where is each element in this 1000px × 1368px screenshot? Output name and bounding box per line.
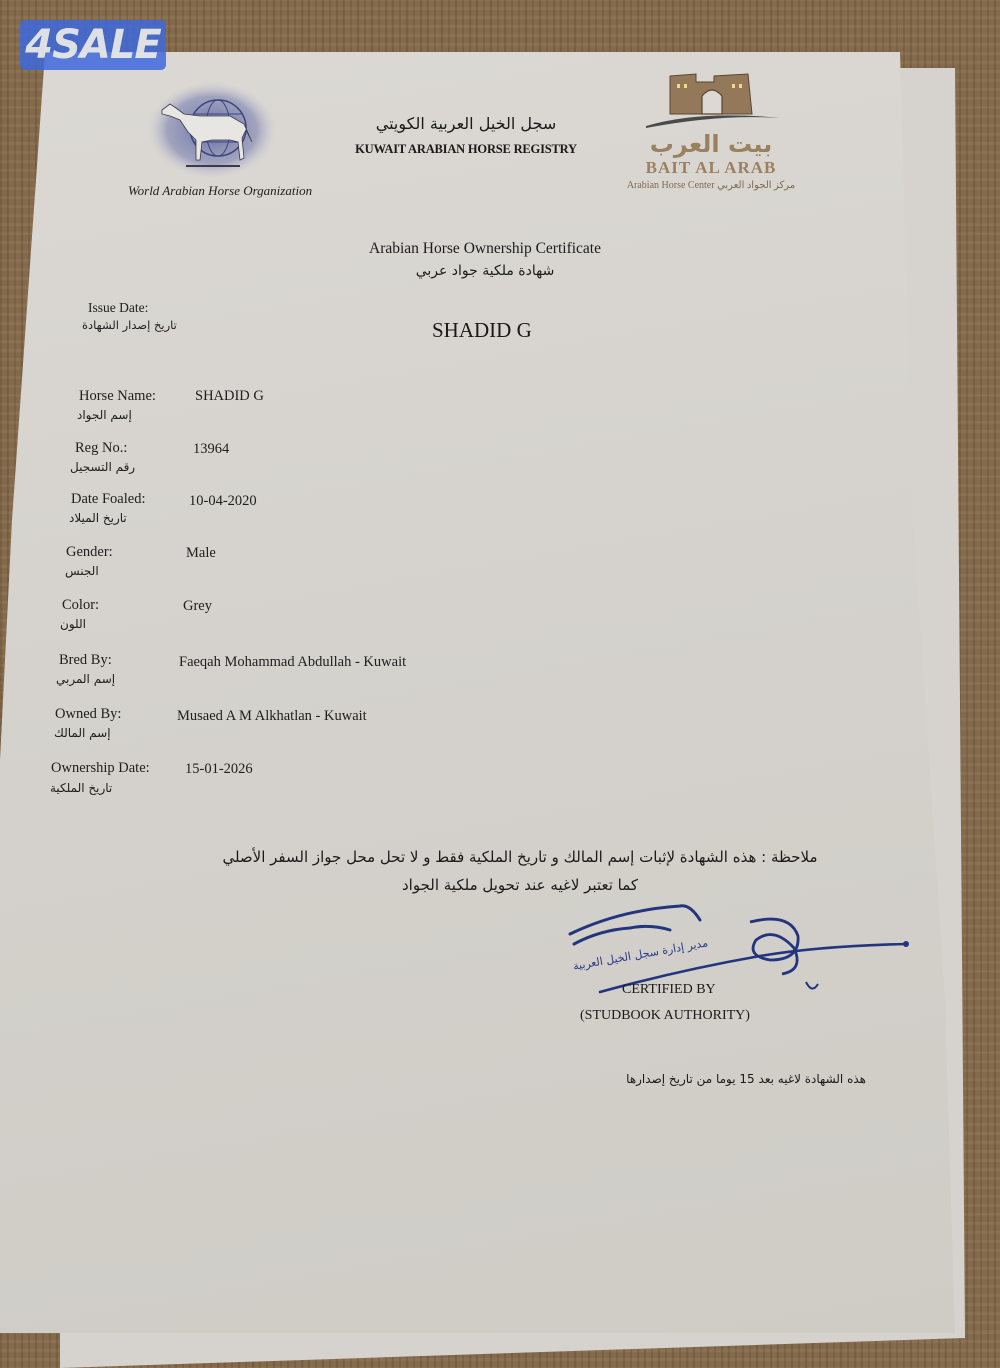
issue-date-label: Issue Date:: [88, 300, 149, 315]
note-line-1: ملاحظة : هذه الشهادة لإثبات إسم المالك و تاريخ الملكية فقط و لا تحل محل جواز السفر الأصلي: [222, 848, 818, 866]
field-label-bred-by-arabic: إسم المربي: [56, 672, 116, 686]
field-label-gender-arabic: الجنس: [65, 564, 99, 578]
field-label-horse-name: Horse Name:: [79, 388, 156, 404]
arabian-horse-globe-icon: [140, 80, 280, 180]
field-label-bred-by: Bred By:: [59, 652, 112, 668]
field-label-color: Color:: [62, 597, 100, 613]
field-value-color: Grey: [183, 598, 212, 614]
field-value-horse-name: SHADID G: [195, 388, 264, 404]
field-value-date-foaled: 10-04-2020: [189, 493, 257, 509]
issue-date-label-arabic: تاريخ إصدار الشهادة: [82, 318, 177, 332]
certified-by-label: CERTIFIED BY: [622, 982, 716, 997]
field-value-ownership-date: 15-01-2026: [185, 761, 253, 777]
field-label-reg-no: Reg No.:: [75, 440, 128, 456]
certificate-note: [150, 843, 890, 899]
field-label-ownership-date-arabic: تاريخ الملكية: [50, 781, 113, 795]
field-label-date-foaled-arabic: تاريخ الميلاد: [69, 511, 127, 525]
fort-gate-icon: [640, 70, 800, 130]
field-label-owned-by: Owned By:: [55, 706, 122, 722]
4sale-watermark: [20, 20, 166, 70]
note-line-2: كما تعتبر لاغيه عند تحويل ملكية الجواد: [401, 876, 639, 894]
field-label-gender: Gender:: [66, 544, 113, 560]
field-value-owned-by: Musaed A M Alkhatlan - Kuwait: [177, 708, 367, 724]
watermark-text: 4SALE: [25, 22, 161, 68]
studbook-authority-label: (STUDBOOK AUTHORITY): [580, 1008, 750, 1023]
field-label-color-arabic: اللون: [60, 617, 86, 631]
field-value-bred-by: Faeqah Mohammad Abdullah - Kuwait: [179, 654, 407, 670]
bait-al-arab-english: BAIT AL ARAB: [645, 158, 777, 177]
horse-name-heading: SHADID G: [432, 318, 532, 342]
validity-note: هذه الشهادة لاغيه بعد 15 يوما من تاريخ إصدارها: [626, 1072, 866, 1086]
bait-al-arab-subtitle: Arabian Horse Center مركز الجواد العربي: [626, 180, 796, 191]
field-label-owned-by-arabic: إسم المالك: [54, 726, 111, 740]
bait-al-arab-arabic: بيت العرب: [649, 130, 773, 158]
field-value-reg-no: 13964: [193, 441, 230, 457]
certificate-title-english: Arabian Horse Ownership Certificate: [369, 240, 601, 257]
registry-title-english: KUWAIT ARABIAN HORSE REGISTRY: [355, 142, 577, 156]
field-value-gender: Male: [186, 545, 216, 561]
signatory-role: مدير إدارة سجل الخيل العربية: [572, 936, 709, 973]
registry-title-arabic: سجل الخيل العربية الكويتي: [375, 114, 557, 133]
field-label-ownership-date: Ownership Date:: [51, 760, 150, 776]
certificate-title-arabic: شهادة ملكية جواد عربي: [415, 263, 555, 279]
field-label-reg-no-arabic: رقم التسجيل: [70, 460, 136, 474]
field-label-date-foaled: Date Foaled:: [71, 491, 146, 507]
field-label-horse-name-arabic: إسم الجواد: [77, 408, 132, 422]
waho-caption: World Arabian Horse Organization: [128, 183, 313, 198]
